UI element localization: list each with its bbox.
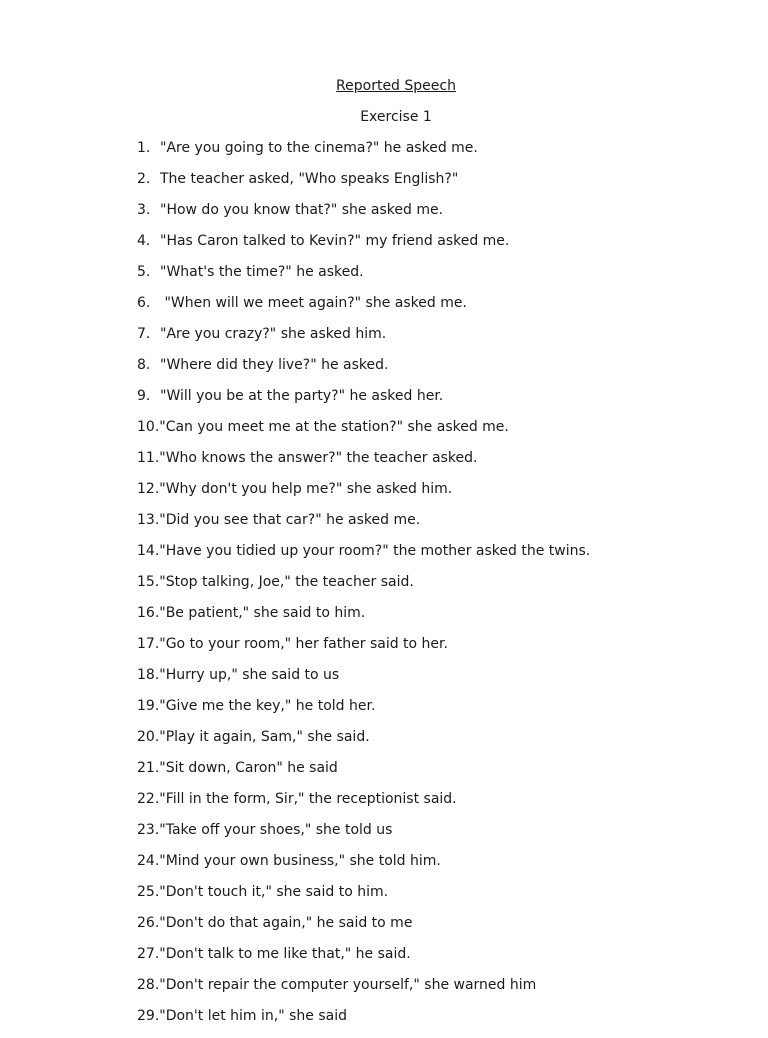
list-item [137, 573, 590, 604]
list-item [137, 418, 590, 449]
list-item [137, 480, 590, 511]
item-number: 15. [137, 574, 160, 590]
item-number: 25. [137, 884, 160, 900]
item-number: 1. [137, 140, 151, 156]
item-text: "Take off your shoes," she told us [159, 822, 393, 838]
item-text: "Who knows the answer?" the teacher asked. [159, 450, 478, 466]
list-item [137, 232, 590, 263]
item-number: 6. [137, 295, 151, 311]
item-text: "Has Caron talked to Kevin?" my friend asked me. [160, 233, 510, 249]
list-item [137, 697, 590, 728]
list-item [137, 666, 590, 697]
item-text: "Don't do that again," he said to me [159, 915, 413, 931]
item-text: "Be patient," she said to him. [159, 605, 366, 621]
exercise-list [137, 139, 590, 1038]
item-text: "Go to your room," her father said to her. [159, 636, 448, 652]
item-number: 12. [137, 481, 160, 497]
item-number: 10. [137, 419, 160, 435]
item-number: 26. [137, 915, 160, 931]
item-number: 8. [137, 357, 151, 373]
item-text: "Don't let him in," she said [159, 1008, 347, 1024]
list-item [137, 728, 590, 759]
item-number: 27. [137, 946, 160, 962]
item-text: "Don't repair the computer yourself," she warned him [159, 977, 537, 993]
item-number: 24. [137, 853, 160, 869]
page-title: Reported Speech [336, 78, 456, 94]
list-item [137, 945, 590, 976]
item-number: 4. [137, 233, 151, 249]
list-item [137, 201, 590, 232]
list-item [137, 170, 590, 201]
list-item [137, 635, 590, 666]
list-item [137, 821, 590, 852]
exercise-heading: Exercise 1 [360, 109, 432, 125]
item-number: 23. [137, 822, 160, 838]
item-number: 29. [137, 1008, 160, 1024]
list-item [137, 604, 590, 635]
list-item [137, 511, 590, 542]
list-item [137, 852, 590, 883]
list-item [137, 883, 590, 914]
item-text: "What's the time?" he asked. [160, 264, 364, 280]
item-text: "Sit down, Caron" he said [159, 760, 338, 776]
item-text: "Are you going to the cinema?" he asked me. [160, 140, 478, 156]
list-item [137, 449, 590, 480]
item-text: "Play it again, Sam," she said. [159, 729, 370, 745]
item-number: 3. [137, 202, 151, 218]
item-text: "Stop talking, Joe," the teacher said. [159, 574, 414, 590]
item-number: 28. [137, 977, 160, 993]
list-item [137, 790, 590, 821]
list-item [137, 387, 590, 418]
item-text: "Mind your own business," she told him. [159, 853, 441, 869]
item-number: 21. [137, 760, 160, 776]
item-text: "Why don't you help me?" she asked him. [159, 481, 453, 497]
item-number: 18. [137, 667, 160, 683]
item-text: "When will we meet again?" she asked me. [160, 295, 467, 311]
item-number: 5. [137, 264, 151, 280]
item-text: "Give me the key," he told her. [159, 698, 376, 714]
item-text: "Fill in the form, Sir," the receptionist said. [159, 791, 457, 807]
list-item [137, 294, 590, 325]
item-text: "Are you crazy?" she asked him. [160, 326, 387, 342]
item-text: "Did you see that car?" he asked me. [159, 512, 421, 528]
list-item [137, 759, 590, 790]
item-number: 20. [137, 729, 160, 745]
item-number: 17. [137, 636, 160, 652]
item-number: 14. [137, 543, 160, 559]
item-text: "Where did they live?" he asked. [160, 357, 389, 373]
item-text: "Hurry up," she said to us [159, 667, 340, 683]
item-number: 16. [137, 605, 160, 621]
list-item [137, 356, 590, 387]
item-number: 19. [137, 698, 160, 714]
item-number: 2. [137, 171, 151, 187]
item-text: "Don't talk to me like that," he said. [159, 946, 411, 962]
item-number: 13. [137, 512, 160, 528]
list-item [137, 914, 590, 945]
item-text: The teacher asked, "Who speaks English?" [160, 171, 459, 187]
list-item [137, 1007, 590, 1038]
item-number: 7. [137, 326, 151, 342]
item-text: "Can you meet me at the station?" she asked me. [159, 419, 509, 435]
list-item [137, 139, 590, 170]
list-item [137, 542, 590, 573]
list-item [137, 263, 590, 294]
item-number: 22. [137, 791, 160, 807]
item-text: "How do you know that?" she asked me. [160, 202, 444, 218]
item-text: "Will you be at the party?" he asked her. [160, 388, 444, 404]
list-item [137, 325, 590, 356]
list-item [137, 976, 590, 1007]
item-text: "Don't touch it," she said to him. [159, 884, 389, 900]
item-text: "Have you tidied up your room?" the mother asked the twins. [159, 543, 591, 559]
item-number: 11. [137, 450, 160, 466]
item-number: 9. [137, 388, 151, 404]
